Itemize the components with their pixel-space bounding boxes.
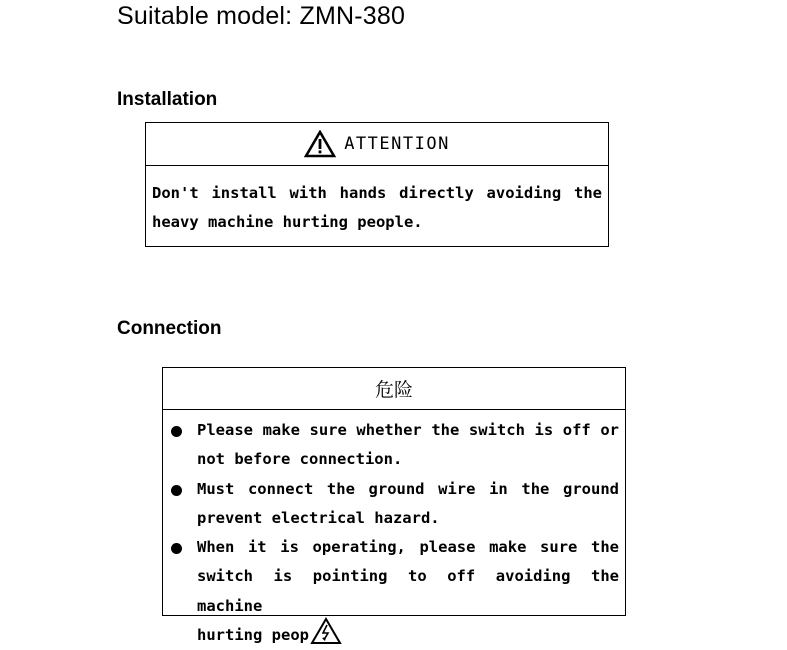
high-voltage-warning-icon bbox=[310, 617, 342, 645]
list-item bbox=[171, 533, 619, 650]
bullet-icon bbox=[171, 543, 182, 554]
attention-text-line: heavy machine hurting people. bbox=[152, 213, 423, 231]
bullet-icon bbox=[171, 426, 182, 437]
attention-notice-text bbox=[146, 166, 608, 237]
list-item bbox=[171, 475, 619, 534]
attention-label: ATTENTION bbox=[344, 134, 450, 154]
list-item-line: Please make sure whether the switch is off or bbox=[197, 421, 619, 439]
attention-notice-header bbox=[146, 123, 608, 166]
list-item-line bbox=[197, 621, 619, 650]
connection-heading: Connection bbox=[117, 318, 222, 339]
danger-notice-box bbox=[162, 367, 626, 645]
list-item-line: not before connection. bbox=[197, 450, 403, 469]
attention-text-line: Don't install with hands directly avoiding the bbox=[152, 184, 602, 202]
list-item-line: When it is operating, please make sure the bbox=[197, 538, 619, 557]
list-item-line: switch is pointing to off avoiding the machine bbox=[197, 567, 619, 615]
attention-notice-box bbox=[145, 122, 609, 247]
list-item-line: prevent electrical hazard. bbox=[197, 508, 440, 527]
list-item-line-text: hurting peop bbox=[197, 626, 309, 645]
page-title: Suitable model: ZMN-380 bbox=[117, 2, 406, 30]
list-item bbox=[171, 416, 619, 475]
warning-triangle-icon bbox=[304, 130, 336, 158]
bullet-icon bbox=[171, 485, 182, 496]
installation-heading: Installation bbox=[117, 89, 218, 110]
danger-list bbox=[163, 410, 625, 650]
danger-label: 危险 bbox=[374, 379, 413, 401]
list-item-line: Must connect the ground wire in the ground bbox=[197, 479, 619, 498]
danger-notice-header bbox=[163, 368, 625, 410]
